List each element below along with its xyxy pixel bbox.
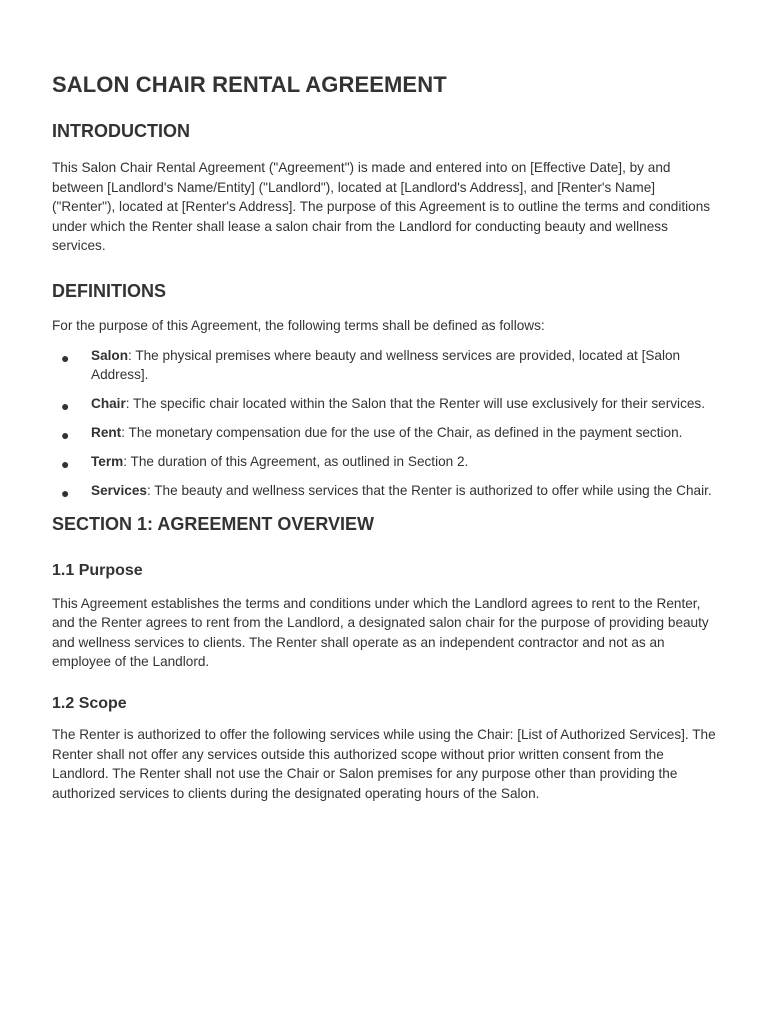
- scope-heading: 1.2 Scope: [52, 695, 127, 713]
- bullet-icon: ●: [61, 349, 70, 366]
- document-page: [52, 72, 718, 803]
- definitions-intro: For the purpose of this Agreement, the following terms shall be defined as follows:: [52, 317, 545, 333]
- definition-text: : The physical premises where beauty and wellness services are provided, located at [Salon Address].: [91, 347, 681, 383]
- scope-paragraph: The Renter is authorized to offer the following services while using the Chair: [List of Authorized Services]. The Renter shall not offer any services outside this authorized scope without prior written consent from the Landlord. The Renter shall not use the Chair or Salon premises for any purpose other than providing the authorized services to clients during the designated operating hours of the Salon.: [52, 727, 716, 801]
- definition-item-rent: [52, 423, 718, 443]
- definitions-heading: DEFINITIONS: [52, 280, 167, 301]
- definition-text: : The duration of this Agreement, as outlined in Section 2.: [123, 454, 469, 470]
- definition-text: : The beauty and wellness services that the Renter is authorized to offer while using the Chair.: [146, 483, 712, 499]
- introduction-heading: INTRODUCTION: [52, 121, 190, 141]
- definition-item-services: [52, 481, 718, 501]
- purpose-paragraph: This Agreement establishes the terms and conditions under which the Landlord agrees to rent to the Renter, and the Renter agrees to rent from the Landlord, a designated salon chair for the purpose of providing beauty and wellness services to clients. The Renter shall operate as an independent contractor and not as an employee of the Landlord.: [52, 595, 709, 670]
- definitions-list: [52, 346, 718, 501]
- bullet-icon: ●: [61, 456, 70, 473]
- section1-heading: SECTION 1: AGREEMENT OVERVIEW: [52, 513, 375, 534]
- bullet-icon: ●: [61, 427, 70, 444]
- definition-term: Term: [91, 454, 124, 470]
- definition-item-chair: [52, 394, 718, 414]
- purpose-heading: 1.1 Purpose: [52, 561, 143, 579]
- definition-term: Salon: [91, 347, 129, 363]
- definition-item-term: [52, 452, 718, 472]
- definition-term: Chair: [91, 396, 126, 412]
- definition-item-salon: [52, 346, 718, 385]
- definition-term: Rent: [91, 425, 122, 441]
- document-title: SALON CHAIR RENTAL AGREEMENT: [52, 72, 447, 97]
- definition-text: : The monetary compensation due for the use of the Chair, as defined in the payment section.: [121, 425, 683, 441]
- definition-term: Services: [91, 483, 147, 499]
- bullet-icon: ●: [61, 485, 70, 502]
- definition-text: : The specific chair located within the Salon that the Renter will use exclusively for their services.: [125, 396, 706, 412]
- introduction-paragraph: This Salon Chair Rental Agreement ("Agreement") is made and entered into on [Effective Date], by and between [Landlord's Name/Entity] ("Landlord"), located at [Landlord's Address], and [Renter's Name] ("Renter"), located at [Renter's Address]. The purpose of this Agreement is to outline the terms and conditions under which the Renter shall lease a salon chair from the Landlord for conducting beauty and wellness services.: [52, 160, 711, 254]
- bullet-icon: ●: [61, 398, 70, 415]
